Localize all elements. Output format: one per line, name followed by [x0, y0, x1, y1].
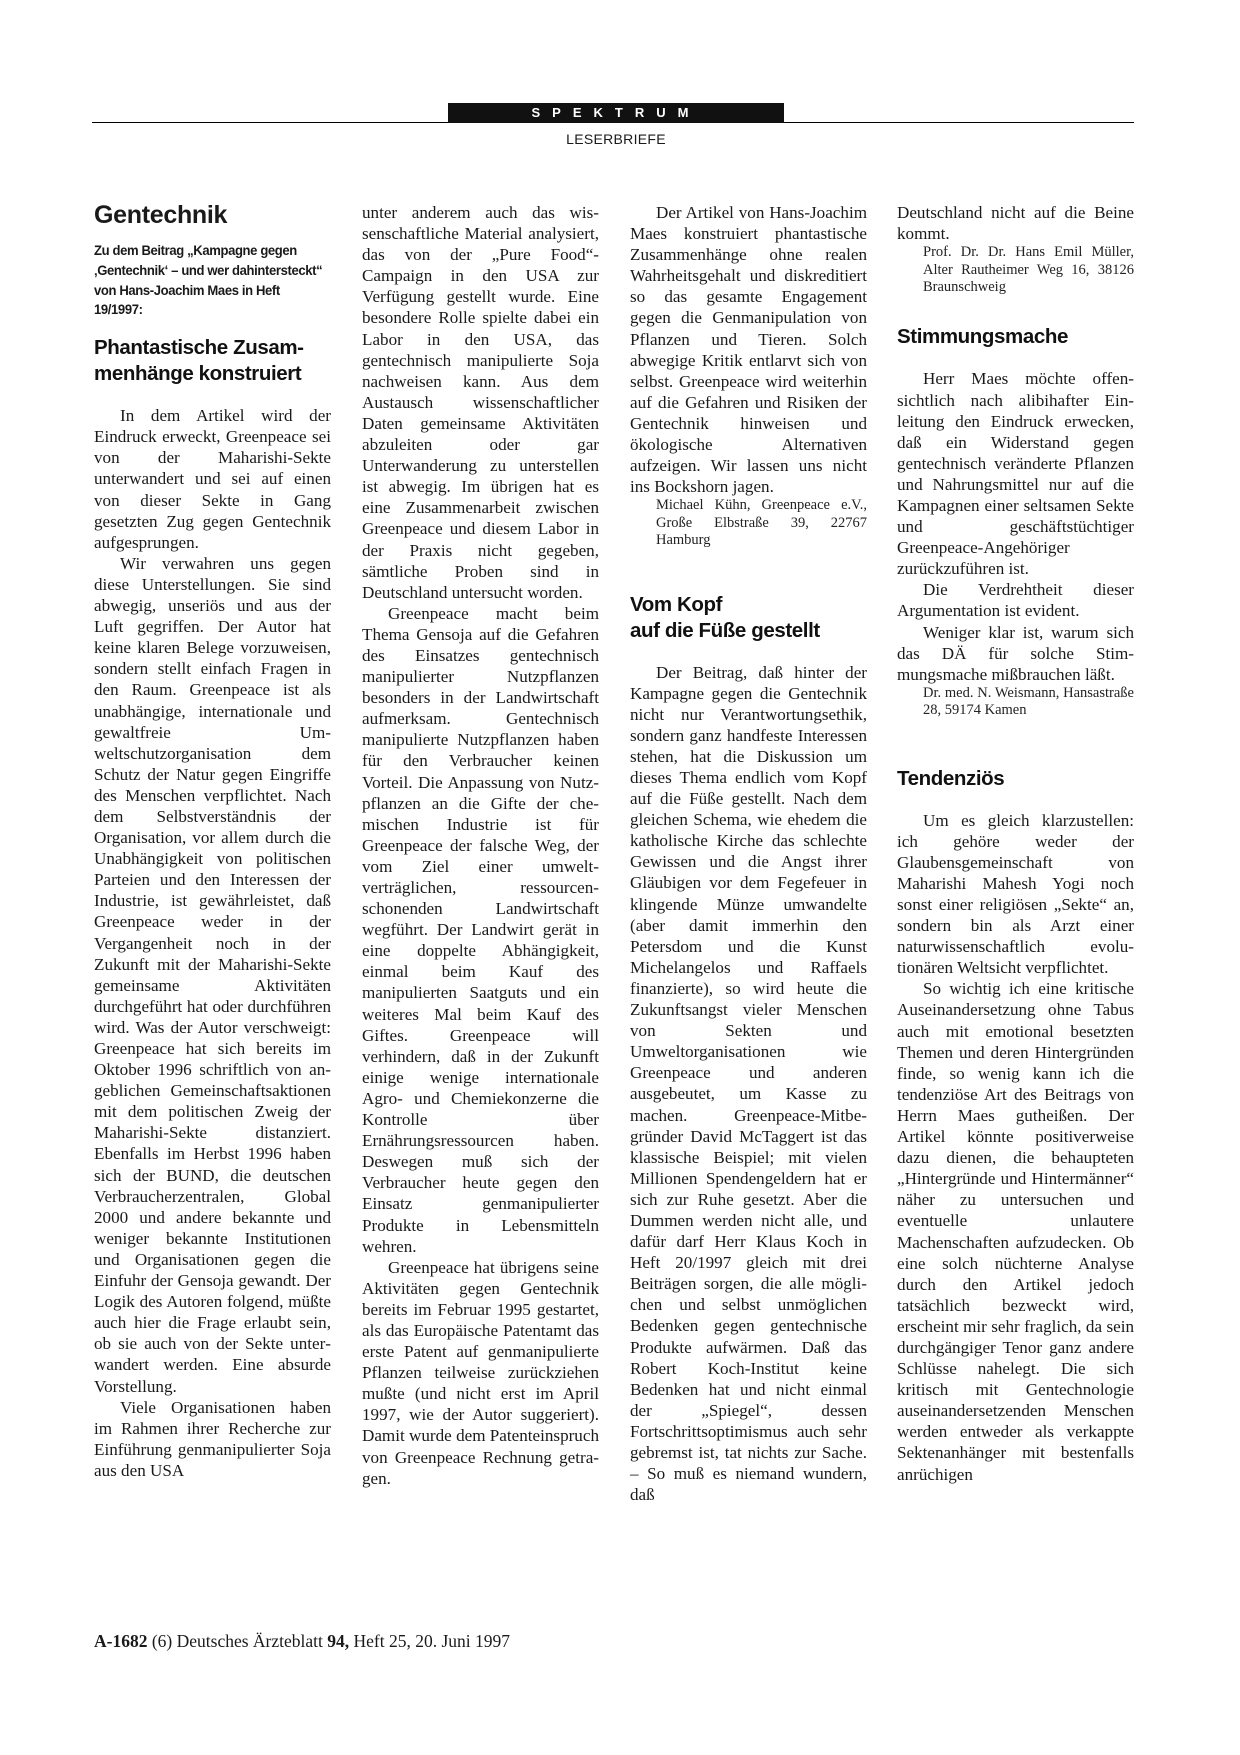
- paragraph: Der Beitrag, daß hinter der Kampagne gegen die Gentechnik nicht nur Verantwortungsethik, sondern ganz handfeste Interessen stehen, hat die Diskussion um dieses Thema endlich vom Kopf auf die Füße gestellt. Nach dem gleichen Schema, wie ehedem die katholische Kirche das schlechte Gewissen und die Angst ihrer Gläubigen vor dem Fegefeuer in klingende Münze umwandelte (aber damit immerhin den Petersdom und die Kunst Michelangelos und Raffaels finanzierte), so wird heute die Zukunftsangst vieler Menschen von Sekten und Umweltorganisationen wie Greenpeace und anderen ausgebeutet, um Kasse zu machen. Greenpeace-Mitbegründer David McTaggert ist das klassische Beispiel; mit vielen Millionen Spendengeldern hat er sich zur Ruhe gesetzt. Aber die Dummen werden nicht alle, und dafür darf Herr Klaus Koch in Heft 20/1997 gleich mit drei Beiträgen sorgen, die alle möglichen und selbst unmöglichen Bedenken gegen gentechnische Produkte aufwärmen. Daß das Robert Koch-Institut keine Bedenken hat und nicht einmal der „Spiegel“, dessen Fortschrittsoptimismus auch sehr gebremst ist, tat nichts zur Sache. – So muß es niemand wundern, daß: [630, 662, 867, 1505]
- letter-heading-line-2: menhänge konstruiert: [94, 362, 302, 386]
- letter-signature: Prof. Dr. Dr. Hans Emil Müller, Alter Rautheimer Weg 16, 38126 Braunschweig: [923, 244, 1134, 295]
- journal-volume: 94,: [327, 1631, 350, 1651]
- paragraph: Deutschland nicht auf die Beine kommt.: [897, 203, 1134, 244]
- paragraph: Der Artikel von Hans-Joachim Maes konstruiert phantastische Zusammenhänge ohne realen Wahrheitsgehalt und diskreditiert so das gesamte Engagement gegen die Genmanipulation von Pflanzen und Tieren. Solch abwegige Kritik entlarvt sich von selbst. Greenpeace wird weiterhin auf die Gefahren und Risiken der Gentechnik hinweisen und ökologische Alternativen aufzeigen. Wir lassen uns nicht ins Bockshorn jagen.: [630, 203, 867, 497]
- paragraph: Viele Organisationen haben im Rahmen ihrer Recherche zur Einführung genmanipulierter Soja aus den USA: [94, 1397, 331, 1480]
- column-1: [94, 202, 331, 1481]
- paragraph: Greenpeace macht beim Thema Gensoja auf die Gefahren des Einsatzes gentechnisch manipulierter Nutzpflanzen besonders in der Landwirtschaft aufmerksam. Gentechnisch manipulierte Nutzpflanzen haben für den Verbraucher keinen Vorteil. Die Anpassung von Nutzpflanzen an die Gifte der chemischen Industrie ist für Greenpeace der falsche Weg, der vom Ziel einer umweltverträglichen, ressourcenschonenden Landwirtschaft wegführt. Der Landwirt gerät in eine doppelte Abhängigkeit, einmal beim Kauf des manipulierten Saatguts und ein weiteres Mal beim Kauf des Giftes. Greenpeace will verhindern, daß in der Zukunft einige wenige internationale Agro- und Chemiekonzerne die Kontrolle über Ernährungsressourcen haben. Deswegen muß sich der Verbraucher heute gegen den Einsatz genmanipulierter Produkte in Lebensmitteln wehren.: [362, 603, 599, 1256]
- paragraph: Die Verdrehtheit dieser Argumentation ist evident.: [897, 580, 1134, 621]
- section-banner: SPEKTRUM: [448, 103, 784, 123]
- letter-heading-line-1: Phantastische Zusam-: [94, 336, 304, 360]
- paragraph: So wichtig ich eine kritische Auseinandersetzung ohne Tabus auch mit emotional besetzten Themen und deren Hintergründen finde, so wenig kann ich die tendenziöse Art des Beitrags von Herrn Maes gutheißen. Der Artikel könnte positiverweise dazu dienen, die behaupteten „Hintergründe und Hintermänner“ näher zu untersuchen und eventuelle unlautere Machenschaften aufzudecken. Ob eine solch nüchterne Analyse durch den Artikel jedoch tatsächlich bezweckt wird, erscheint mir sehr fraglich, da sein durchgängiger Tenor ganz andere Schlüsse nahelegt. Die sich kritisch mit Gentechnologie auseinandersetzenden Menschen werden entweder als verkappte Sektenanhänger mit bestenfalls anrüchigen: [897, 979, 1134, 1484]
- paragraph: Herr Maes möchte offensichtlich nach alibihafter Einleitung den Eindruck erwecken, daß ein Widerstand gegen gentechnisch veränderte Pflanzen und Nahrungsmittel nur auf die Kampagnen einer seltsamen Sekte und geschäftstüchtiger Greenpeace-Angehöriger zurückzuführen ist.: [897, 369, 1134, 579]
- column-3: [630, 202, 867, 1505]
- page-number: A-1682: [94, 1631, 148, 1651]
- journal-issue: Heft 25, 20. Juni 1997: [353, 1631, 511, 1651]
- letter-heading: [630, 592, 867, 644]
- letter-signature: Michael Kühn, Greenpeace e.V., Große Elbstraße 39, 22767 Hamburg: [656, 497, 867, 549]
- article-intro: Zu dem Beitrag „Kampagne gegen ‚Gentechnik‘ – und wer dahintersteckt“ von Hans-Joachim Maes in Heft 19/1997:: [94, 243, 323, 319]
- page-footer: [94, 1631, 510, 1652]
- letter-heading: Tendenziös: [897, 766, 1005, 790]
- paragraph: Weniger klar ist, warum sich das DÄ für solche Stimmungsmache mißbrauchen läßt.: [897, 622, 1134, 684]
- paragraph: unter anderem auch das wissenschaftliche Material analysiert, das von der „Pure Food“-Campaign in den USA zur Verfügung gestellt wurde. Eine besondere Rolle spielte dabei ein Labor in den USA, das gentechnisch manipulierte Soja nachweisen kann. Aus dem Austausch wissenschaftlicher Daten gemeinsame Aktivitäten abzuleiten oder gar Unterwanderung zu unterstellen ist abwegig. Im übrigen hat es eine Zusammenarbeit zwischen Greenpeace und diesem Labor in der Praxis nicht gegeben, sämtliche Proben sind in Deutschland untersucht worden.: [362, 203, 599, 602]
- article-title: Gentechnik: [94, 201, 228, 229]
- paragraph: Wir verwahren uns gegen diese Unterstellungen. Sie sind abwegig, unseriös und aus der Luft gegriffen. Der Autor hat keine klaren Belege vorzuweisen, sondern stellt einfach Fragen in den Raum. Greenpeace ist als unabhängige, internationale und gewaltfreie Umweltschutzorganisation dem Schutz der Natur gegen Eingriffe des Menschen verpflichtet. Nach dem Selbstverständnis der Organisation, vor allem durch die Unabhängigkeit von politischen Parteien und den Interessen der Industrie, ist gewährleistet, daß Greenpeace weder in der Vergangenheit noch in der Zukunft mit der Maharishi-Sekte gemeinsame Aktivitäten durchgeführt hat oder durchführen wird. Was der Autor verschweigt: Greenpeace hat sich bereits im Oktober 1996 schriftlich von angeblichen Gemeinschaftsaktionen mit dem politischen Zweig der Maharishi-Sekte distanziert. Ebenfalls im Herbst 1996 haben sich der BUND, die deutschen Verbraucherzentralen, Global 2000 und andere bekannte und weniger bekannte Institutionen und Organisationen gegen die Einfuhr der Gensoja gewandt. Der Logik des Autoren folgend, müßte auch hier die Frage erlaubt sein, ob sie auch von der Sekte unterwandert werden. Eine absurde Vorstellung.: [94, 553, 331, 1396]
- letter-heading: [94, 335, 331, 387]
- paragraph: Greenpeace hat übrigens seine Aktivitäten gegen Gentechnik bereits im Februar 1995 gestartet, als das Europäische Patentamt das erste Patent auf genmanipulierte Pflanzen teilweise zurückziehen mußte (und nicht erst im April 1997, wie der Autor suggeriert). Damit wurde dem Patenteinspruch von Greenpeace Rechnung getragen.: [362, 1257, 599, 1488]
- journal-name: (6) Deutsches Ärzteblatt: [151, 1631, 323, 1651]
- letter-heading-line-1: Vom Kopf: [630, 592, 723, 616]
- letter-heading: Stimmungsmache: [897, 325, 1068, 349]
- paragraph: Um es gleich klarzustellen: ich gehöre weder der Glaubensgemeinschaft von Maharishi Mahesh Yogi noch sonst einer religiösen „Sekte“ an, sondern bin als Arzt einer naturwissenschaftlich evolutionären Weltsicht verpflichtet.: [897, 810, 1134, 978]
- letter-heading-line-2: auf die Füße gestellt: [630, 618, 820, 642]
- column-2: [362, 202, 599, 1489]
- paragraph: In dem Artikel wird der Eindruck erweckt, Greenpeace sei von der Maharishi-Sekte unterwandert und sei auf einen von dieser Sekte in Gang gesetzten Zug gegen Gentechnik aufgesprungen.: [94, 406, 331, 552]
- section-subtitle: LESERBRIEFE: [566, 131, 666, 147]
- letter-signature: Dr. med. N. Weismann, Hansastraße 28, 59174 Kamen: [923, 684, 1134, 719]
- column-4: [897, 202, 1134, 1485]
